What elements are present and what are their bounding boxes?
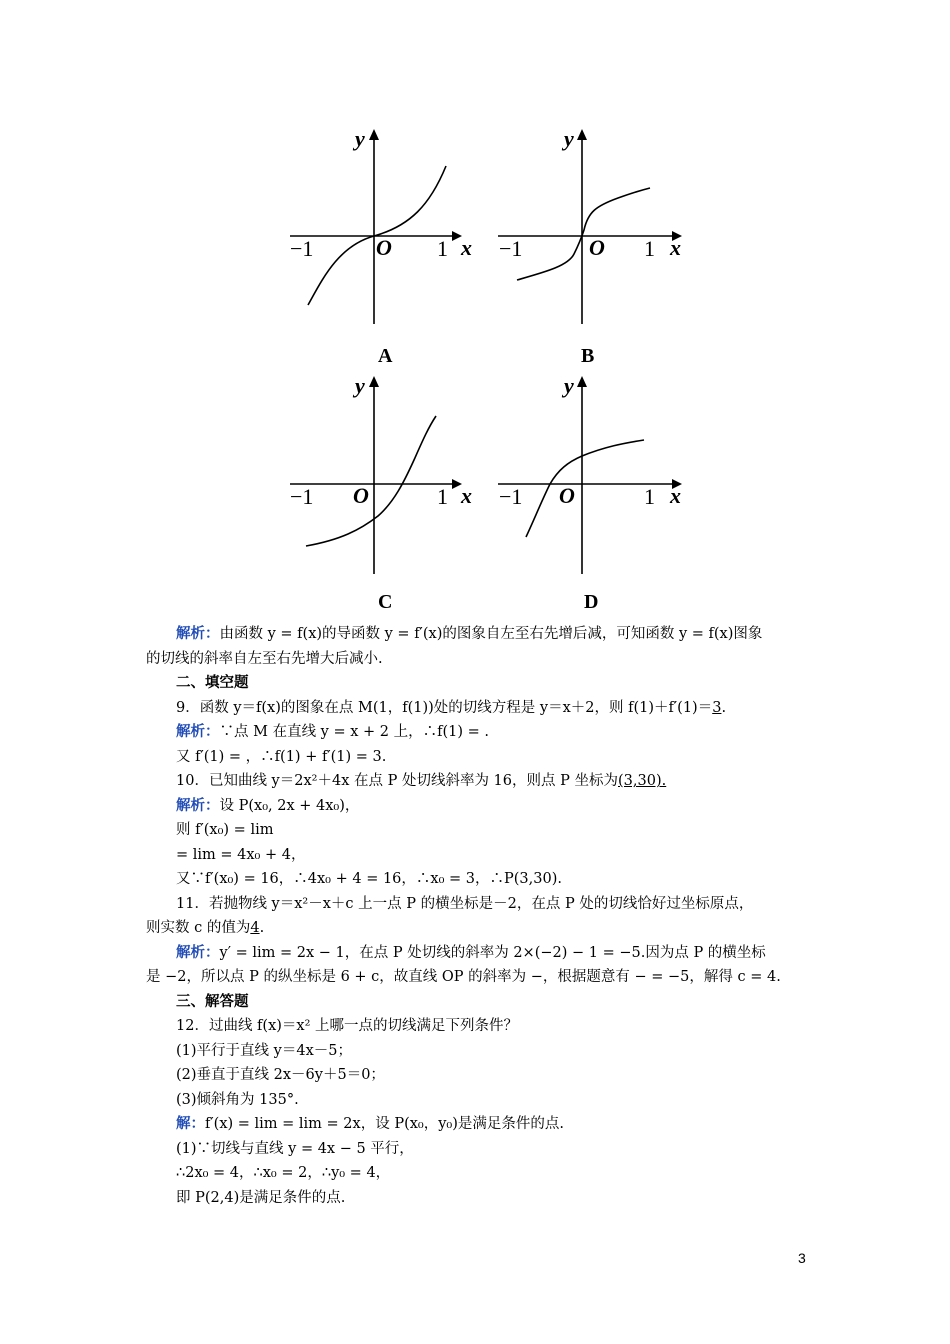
curve-c	[306, 416, 436, 546]
curve-b	[517, 188, 650, 280]
x-label: x	[461, 483, 472, 508]
y-axis-arrow	[369, 129, 379, 140]
tick-neg-one: −1	[499, 236, 523, 261]
graph-a	[290, 126, 472, 367]
y-label: y	[564, 126, 574, 151]
caption-a: A	[378, 345, 393, 367]
origin-label: O	[589, 235, 605, 260]
tick-neg-one: −1	[290, 484, 314, 509]
y-label: y	[355, 126, 365, 151]
analysis-10-line-4: 又∵f′(x₀) = 16，∴4x₀ + 4 = 16，∴x₀ = 3，∴P(3,30).	[176, 871, 562, 887]
caption-c: C	[378, 591, 393, 613]
y-label: y	[564, 373, 574, 398]
origin-label: O	[376, 235, 392, 260]
tick-pos-one: 1	[437, 484, 448, 509]
graph-d	[498, 373, 682, 613]
graph-b	[498, 126, 682, 367]
caption-b: B	[581, 345, 595, 367]
analysis-label: 解析：	[176, 943, 220, 961]
question-12-part-1: (1)平行于直线 y＝4x－5；	[176, 1042, 352, 1059]
x-label: x	[461, 235, 472, 260]
solution-12: 解：f′(x) = lim = lim = 2x，设 P(x₀，y₀)是满足条件的点.	[176, 1115, 564, 1132]
graph-c	[290, 373, 472, 613]
tick-neg-one: −1	[499, 484, 523, 509]
y-label: y	[355, 373, 365, 398]
answer-10-value: (3,30).	[618, 773, 667, 789]
figure-area	[0, 0, 950, 620]
analysis-10-line-3: = lim = 4x₀ + 4，	[176, 846, 306, 863]
tick-pos-one: 1	[644, 484, 655, 509]
graph-figures	[0, 0, 950, 620]
question-11-line-1: 11．若抛物线 y＝x²－x＋c 上一点 P 的横坐标是－2，在点 P 处的切线恰好过坐标原点，	[176, 895, 754, 912]
page-number: 3	[798, 1250, 806, 1266]
answer-9-value: 3	[712, 699, 722, 716]
analysis-10-line-2: 则 f′(x₀) = lim	[176, 822, 274, 838]
x-label: x	[670, 235, 681, 260]
origin-label: O	[559, 483, 575, 508]
analysis-11: 解析：y′ = lim = 2x − 1，在点 P 处切线的斜率为 2×(−2) − 1 = −5.因为点 P 的横坐标	[176, 943, 766, 961]
question-12: 12．过曲线 f(x)＝x² 上哪一点的切线满足下列条件？	[176, 1018, 519, 1034]
analysis-label: 解析：	[176, 796, 220, 814]
tick-pos-one: 1	[644, 236, 655, 261]
question-9: 9．函数 y＝f(x)的图象在点 M(1，f(1))处的切线方程是 y＝x＋2，则 f(1)＋f′(1)＝3.	[176, 699, 727, 716]
caption-d: D	[584, 591, 599, 613]
document-text	[146, 622, 816, 1210]
question-12-part-2: (2)垂直于直线 2x－6y＋5＝0；	[176, 1067, 385, 1083]
solution-12-line-3: ∴2x₀ = 4，∴x₀ = 2，∴y₀ = 4，	[176, 1165, 391, 1181]
curve-d	[526, 440, 644, 537]
y-axis-arrow	[369, 376, 379, 387]
analysis-label: 解析：	[176, 625, 220, 642]
question-11-line-2: 则实数 c 的值为4.	[146, 920, 265, 936]
analysis-11-cont: 是 −2，所以点 P 的纵坐标是 6 + c，故直线 OP 的斜率为 −，根据题意有 − = −5，解得 c = 4.	[146, 969, 781, 985]
y-axis-arrow	[577, 129, 587, 140]
answer-11-value: 4	[250, 920, 260, 936]
solution-12-line-2: (1)∵切线与直线 y = 4x − 5 平行，	[176, 1140, 414, 1157]
x-label: x	[670, 483, 681, 508]
question-12-part-3: (3)倾斜角为 135°.	[176, 1091, 299, 1108]
y-axis-arrow	[577, 376, 587, 387]
analysis-9-cont: 又 f′(1) = ，∴f(1) + f′(1) = 3.	[176, 748, 387, 765]
tick-neg-one: −1	[290, 236, 314, 261]
section-heading-fill-blank: 二、填空题	[176, 674, 249, 691]
section-heading-solve: 三、解答题	[176, 992, 249, 1010]
answer-8-line-2: 的切线的斜率自左至右先增大后减小.	[146, 650, 383, 667]
solution-12-line-4: 即 P(2,4)是满足条件的点.	[176, 1189, 346, 1206]
analysis-9: 解析：∵点 M 在直线 y = x + 2 上，∴f(1) = .	[176, 723, 489, 740]
tick-pos-one: 1	[437, 236, 448, 261]
solution-label: 解：	[176, 1115, 205, 1132]
answer-8-line-1: 解析：由函数 y = f(x)的导函数 y = f′(x)的图象自左至右先增后减，可知函数 y = f(x)图象	[176, 625, 763, 642]
analysis-10: 解析：设 P(x₀, 2x + 4x₀)，	[176, 796, 360, 814]
origin-label: O	[353, 483, 369, 508]
question-10: 10．已知曲线 y＝2x²＋4x 在点 P 处切线斜率为 16，则点 P 坐标为(3,30).	[176, 773, 667, 789]
analysis-label: 解析：	[176, 723, 220, 740]
